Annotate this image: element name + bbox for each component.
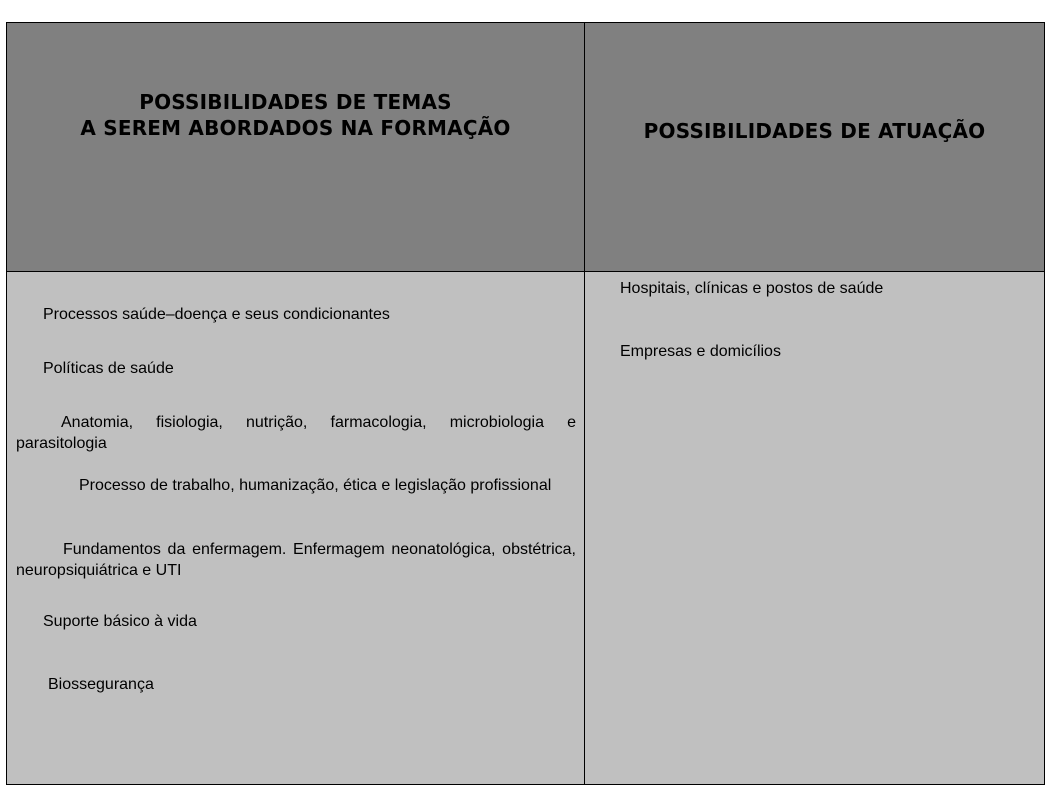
header-actuation (585, 118, 1044, 144)
two-column-table (6, 22, 1045, 785)
theme-item-work-process: Processo de trabalho, humanização, ética e legislação profissional (79, 477, 552, 494)
header-actuation-label: POSSIBILIDADES DE ATUAÇÃO (643, 119, 986, 143)
table-header-row (7, 23, 1044, 272)
theme-item-anatomy: Anatomia, fisiologia, nutrição, farmacologia, microbiologia e parasitologia (16, 414, 576, 452)
theme-item-health-disease: Processos saúde–doença e seus condicionantes (43, 306, 390, 323)
theme-item-basic-life-support: Suporte básico à vida (43, 613, 197, 630)
actuation-item-hospitals: Hospitais, clínicas e postos de saúde (620, 280, 884, 297)
theme-item-nursing-fundamentals: Fundamentos da enfermagem. Enfermagem neonatológica, obstétrica, neuropsiquiátrica e UTI (16, 541, 576, 579)
header-themes-line1: POSSIBILIDADES DE TEMAS (139, 90, 452, 114)
header-themes (7, 89, 584, 141)
header-themes-line2: A SEREM ABORDADOS NA FORMAÇÃO (80, 116, 511, 140)
theme-item-biosafety: Biossegurança (48, 676, 154, 693)
actuation-item-companies: Empresas e domicílios (620, 343, 781, 360)
theme-item-health-policies: Políticas de saúde (43, 360, 174, 377)
